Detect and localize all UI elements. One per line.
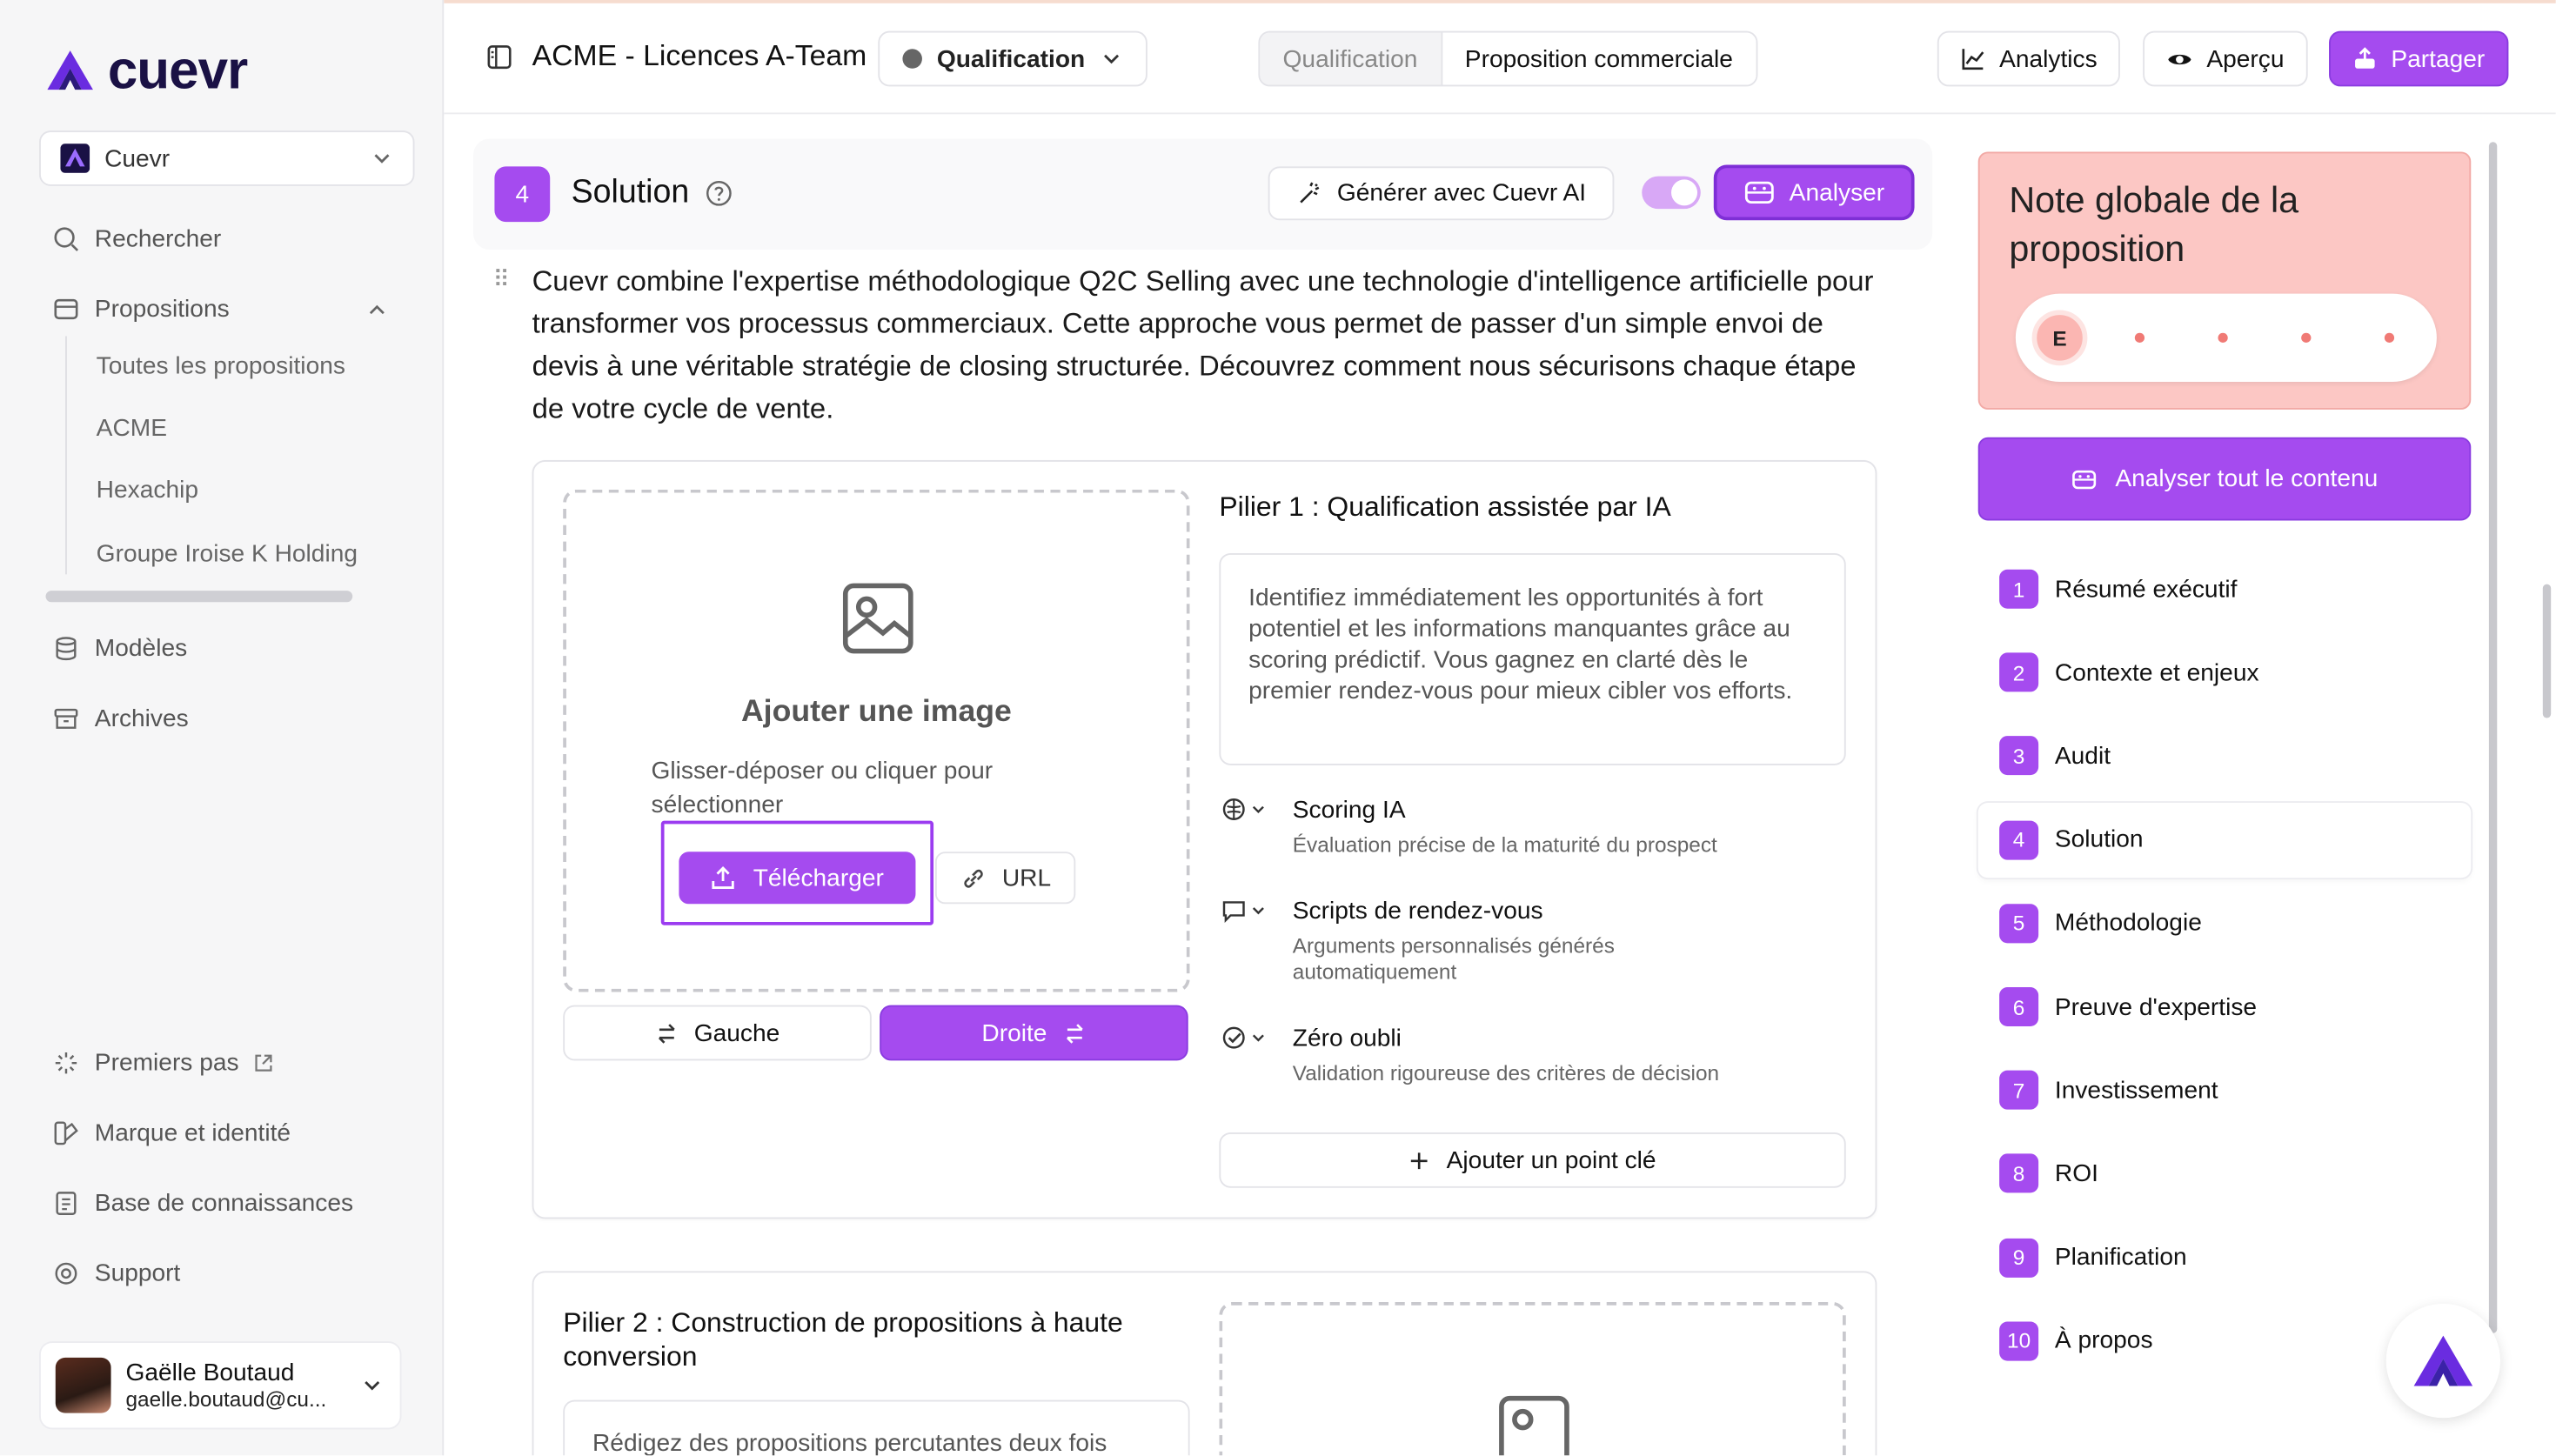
toc-label: Investissement [2054,1076,2218,1105]
analytics-label: Analytics [1999,44,2098,73]
align-right-label: Droite [981,1019,1047,1047]
add-key-point-label: Ajouter un point clé [1446,1145,1656,1174]
analysis-toggle[interactable] [1642,177,1701,210]
key-point-subtitle: Évaluation précise de la maturité du prospect [1292,832,1717,857]
message-icon [1221,898,1247,924]
upload-button[interactable] [679,852,915,904]
toc-label: Résumé exécutif [2054,575,2238,604]
nav-getting-started-label: Premiers pas [94,1049,239,1078]
share-label: Partager [2391,44,2486,73]
grade-badge: E [2032,310,2088,365]
top-bar [444,0,2556,114]
nav-brand-label: Marque et identité [94,1119,291,1147]
generate-ai-label: Générer avec Cuevr AI [1336,179,1587,208]
nav-models[interactable] [52,635,187,663]
dropzone-title: Ajouter une image [740,695,1012,730]
analyze-all-label: Analyser tout le contenu [2115,464,2379,493]
plus-icon [1409,1150,1430,1171]
nav-getting-started[interactable] [52,1049,275,1077]
chevron-down-icon [361,1374,384,1397]
align-left-label: Gauche [693,1019,780,1047]
grade-dot [2218,333,2227,343]
sidebar [0,0,444,1455]
key-point-title: Scripts de rendez-vous [1292,897,1543,925]
image-icon [1496,1393,1571,1455]
chevron-down-icon [1100,47,1122,70]
chevron-down-icon [371,147,393,170]
cuevr-logo-icon [2407,1332,2479,1391]
upload-label: Télécharger [753,864,884,892]
key-point-icon-picker[interactable] [1221,1025,1267,1051]
nav-propositions-label: Propositions [94,295,230,324]
toc-item[interactable] [1978,551,2472,626]
toc-label: À propos [2054,1326,2153,1355]
avatar [56,1358,111,1413]
grade-dot [2301,333,2311,343]
sub-item-iroise[interactable]: Groupe Iroise K Holding [96,539,358,568]
document-icon [52,1190,80,1218]
toc-label: Planification [2054,1243,2187,1272]
toc-item[interactable] [1978,802,2472,877]
nav-models-label: Modèles [94,634,188,663]
tab-proposition[interactable]: Proposition commerciale [1442,33,1756,85]
chevron-down-icon [1250,801,1267,818]
toc-number-badge: 2 [1999,653,2038,692]
sidebar-toggle-icon[interactable] [486,43,512,70]
key-point-title: Zéro oubli [1292,1025,1402,1053]
outline-panel [1958,116,2556,1455]
chevron-down-icon [1250,1030,1267,1046]
sub-item-all[interactable]: Toutes les propositions [96,352,345,381]
grade-dot [2135,333,2144,343]
toc-item[interactable] [1978,969,2472,1044]
database-icon [52,635,80,663]
key-point-item[interactable] [1293,796,1750,858]
section-intro-text[interactable]: Cuevr combine l'expertise méthodologique Q2C Selling avec une technologie d'intelligence artificielle pour transformer vos processus commerciaux. Cette approche vous permet de passer d'un simple envoi de devis à une véritable stratégie de closing structurée. Découvrez comment nous sécurisons chaque étape de votre cycle de vente. [532,264,1874,424]
cuevr-logo-icon [43,47,98,93]
robot-icon [2071,466,2098,492]
panel-scrollbar[interactable] [2489,142,2497,1332]
doc-title: ACME - Licences A-Team [532,39,867,72]
generate-ai-button[interactable] [1268,166,1615,220]
pillar-description[interactable]: Rédigez des propositions percutantes deux fois [563,1400,1189,1456]
image-icon [840,581,915,656]
toc-item[interactable] [1978,635,2472,710]
nav-support-label: Support [94,1259,181,1288]
swap-icon [1061,1020,1086,1045]
key-point-icon-picker[interactable] [1221,796,1267,822]
toc-item[interactable] [1978,1052,2472,1127]
external-link-icon [253,1052,274,1073]
app-logo[interactable] [43,39,248,101]
analyze-button[interactable] [1714,164,1915,220]
key-point-subtitle: Validation rigoureuse des critères de décision [1292,1060,1720,1085]
chevron-down-icon [1250,902,1267,918]
assistant-launcher[interactable] [2386,1304,2500,1418]
key-point-item[interactable] [1293,1025,1750,1086]
archive-icon [52,705,80,732]
toc-number-badge: 3 [1999,737,2038,776]
url-label: URL [1001,864,1052,892]
toc-label: Preuve d'expertise [2054,992,2258,1021]
url-button[interactable] [935,852,1075,904]
pillar-card [532,460,1877,1219]
doc-title-group [486,39,866,73]
score-card [1978,151,2472,409]
pillar-title[interactable]: Pilier 2 : Construction de propositions à haute conversion [563,1306,1123,1373]
status-dropdown[interactable] [878,31,1148,87]
help-circle-icon[interactable] [706,179,733,207]
tab-qualification[interactable]: Qualification [1260,33,1442,85]
nav-search-label: Rechercher [94,224,222,253]
nav-knowledge[interactable] [52,1190,353,1218]
section-number-badge: 4 [494,166,550,222]
sub-tree-line [65,336,67,574]
section-title-group [572,175,733,212]
share-icon [2352,46,2378,72]
search-icon [52,225,80,253]
toc-number-badge: 5 [1999,904,2038,943]
workspace-name: Cuevr [104,144,171,172]
analyze-label: Analyser [1789,178,1885,207]
toc-number-badge: 8 [1999,1154,2038,1193]
toc-label: Méthodologie [2054,909,2202,938]
align-left-button[interactable] [563,1005,872,1061]
sub-item-acme[interactable]: ACME [96,414,167,443]
status-dot [902,49,922,69]
nav-brand[interactable] [52,1119,291,1147]
chart-line-icon [1960,46,1986,72]
toc-number-badge: 10 [1999,1321,2038,1360]
toc-label: Solution [2054,825,2144,854]
editor-main [444,116,1958,1455]
drag-handle-icon[interactable]: ⠿ [492,265,510,292]
top-accent-line [444,0,2556,3]
grade-dot [2385,333,2394,343]
nav-support[interactable] [52,1259,180,1287]
sub-item-hexachip[interactable]: Hexachip [96,476,199,504]
toc-number-badge: 9 [1999,1238,2038,1277]
workspace-select[interactable] [39,130,414,186]
chevron-up-icon [365,297,388,320]
magic-wand-icon [1296,180,1322,206]
robot-icon [1743,177,1776,210]
palette-icon [52,1119,80,1147]
user-menu[interactable] [39,1341,401,1429]
nav-propositions[interactable] [52,296,388,324]
share-button[interactable] [2329,31,2508,87]
image-dropzone[interactable] [1219,1302,1845,1455]
link-icon [960,864,987,892]
eye-icon [2165,45,2193,73]
sidebar-scrollbar[interactable] [46,591,353,602]
user-name: Gaëlle Boutaud [125,1359,295,1387]
toc-item[interactable] [1978,1219,2472,1294]
key-point-icon-picker[interactable] [1221,898,1267,924]
toc-number-badge: 7 [1999,1071,2038,1110]
toc-label: ROI [2054,1159,2098,1188]
page-scrollbar[interactable] [2543,584,2551,718]
toc-number-badge: 1 [1999,570,2038,609]
brain-icon [1221,796,1247,822]
section-title: Solution [571,174,690,211]
user-email: gaelle.boutaud@cu... [125,1386,327,1412]
add-key-point-button[interactable] [1219,1132,1845,1188]
logo-text: cuevr [107,39,248,100]
align-right-button[interactable] [880,1005,1188,1061]
toc-item[interactable] [1978,718,2472,793]
phase-tabs [1258,31,1757,87]
swap-icon [655,1020,679,1045]
pillar-title[interactable]: Pilier 1 : Qualification assistée par IA [1219,491,1671,523]
toc-number-badge: 6 [1999,987,2038,1026]
pillar-card [532,1271,1877,1455]
pillar-description[interactable]: Identifiez immédiatement les opportunités à fort potentiel et les informations manquantes grâce au scoring prédictif. Vous gagnez en clarté dès le premier rendez-vous pour mieux cibler vos efforts. [1219,553,1845,765]
toc-item[interactable] [1978,1136,2472,1211]
workspace-logo-icon [60,144,90,173]
preview-label: Aperçu [2206,44,2285,73]
nav-knowledge-label: Base de connaissances [94,1189,354,1218]
image-dropzone[interactable] [563,490,1189,992]
analyze-all-button[interactable] [1978,437,2472,521]
score-title: Note globale de la proposition [2009,179,2299,270]
nav-archives-label: Archives [94,705,189,733]
toc-number-badge: 4 [1999,820,2038,859]
nav-archives[interactable] [52,705,189,732]
sparkle-icon [52,1049,80,1077]
section-header [473,138,1932,250]
preview-button[interactable] [2143,31,2307,87]
analytics-button[interactable] [1937,31,2120,87]
toc-item[interactable] [1978,885,2472,960]
nav-search[interactable] [52,225,221,253]
key-point-title: Scoring IA [1292,796,1406,825]
key-point-item[interactable] [1293,898,1750,985]
dropzone-subtitle: Glisser-déposer ou cliquer pour sélectionner [651,757,994,819]
key-point-subtitle: Arguments personnalisés générés automatiquement [1292,933,1615,985]
check-circle-icon [1221,1025,1247,1051]
toc-label: Contexte et enjeux [2054,658,2259,687]
lifebuoy-icon [52,1259,80,1287]
toc-label: Audit [2054,742,2111,771]
upload-icon [711,865,737,891]
status-label: Qualification [936,44,1086,73]
folder-icon [52,296,80,324]
grade-scale [2016,294,2437,382]
